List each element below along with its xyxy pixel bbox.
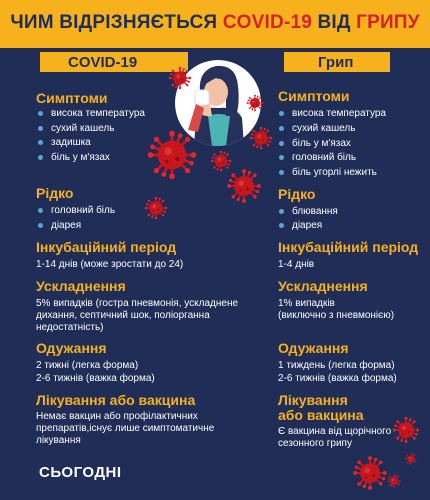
flu-complications-line2: (виключно з пневмонією) [278,310,395,321]
covid-complications-line2: дихання, септичний шок, поліорганна [36,310,210,321]
flu-rare-item: діарея [292,220,323,231]
covid-rare-title: Рідко [36,185,74,201]
covid-rare-item: діарея [51,220,82,231]
covid-rare-item: головний біль [51,205,116,216]
flu-complications-title: Ускладнення [278,278,368,294]
covid-symptom-item: висока температура [51,108,145,119]
flu-complications-line1: 1% випадків [278,298,335,309]
flu-symptom-item: сухий кашель [292,123,356,134]
flu-recovery-line2: 2-6 тижнів (важка форма) [278,373,397,384]
covid-recovery-line1: 2 тижні (легка форма) [36,360,139,371]
covid-complications-line3: недостатність) [36,322,104,333]
coronavirus-icon [148,131,197,180]
coronavirus-icon [145,197,167,219]
flu-symptom-item: висока температура [292,108,386,119]
covid-complications-title: Ускладнення [36,278,126,294]
brand-logo: СЬОГОДНІ [39,464,122,481]
coronavirus-icon [405,453,416,464]
flu-recovery-line1: 1 тиждень (легка форма) [278,360,395,371]
covid-symptom-item: сухий кашель [51,123,115,134]
flu-rare-title: Рідко [278,186,316,202]
covid-symptom-item: біль у м'язах [51,152,110,163]
covid-incubation-title: Інкубаційний період [36,239,177,255]
flu-symptom-item: біль угорлі нежить [292,167,377,178]
covid-recovery-title: Одужання [36,340,107,356]
covid-treatment-line3: лікування [36,435,81,446]
covid-treatment-line2: препаратів,існує лише симптоматичне [36,423,215,434]
flu-column-title: Грип [318,54,354,71]
title-covid: COVID-19 [222,12,312,33]
covid-treatment-title: Лікування або вакцина [36,392,196,408]
coronavirus-icon [250,127,272,149]
coronavirus-icon [393,417,419,443]
flu-rare-item: блювання [292,206,338,217]
coronavirus-icon [247,95,264,112]
coronavirus-icon [169,67,191,89]
flu-symptom-item: головний біль [292,152,357,163]
title-part2: ВІД [312,12,357,33]
covid-recovery-line2: 2-6 тижнів (важка форма) [36,373,155,384]
flu-symptoms-title: Симптоми [278,88,350,104]
covid-incubation-text: 1-14 днів (може зростати до 24) [36,259,184,270]
flu-treatment-line1: Є вакцина від щорічного [278,426,392,437]
covid-column-title: COVID-19 [68,54,138,71]
flu-incubation-title: Інкубаційний період [278,239,419,255]
coronavirus-icon [387,474,400,487]
flu-recovery-title: Одужання [278,340,349,356]
flu-incubation-text: 1-4 днів [278,259,315,270]
covid-symptoms-title: Симптоми [36,90,108,106]
flu-symptom-item: біль у м'язах [292,138,351,149]
title-part1: ЧИМ ВІДРІЗНЯЄТЬСЯ [10,12,223,33]
covid-treatment-line1: Немає вакцин або профілактичних [36,411,198,422]
coronavirus-icon [353,456,387,490]
flu-treatment-title-line1: Лікування [278,392,348,408]
flu-treatment-title-line2: або вакцина [278,407,364,423]
title-flu: ГРИПУ [356,12,420,33]
flu-treatment-line2: сезонного грипу [278,438,352,449]
coronavirus-icon [227,169,261,203]
covid-complications-line1: 5% випадків (гостра пневмонія, ускладнене [36,298,239,309]
coronavirus-icon [211,151,232,172]
covid-symptom-item: задишка [51,137,91,148]
